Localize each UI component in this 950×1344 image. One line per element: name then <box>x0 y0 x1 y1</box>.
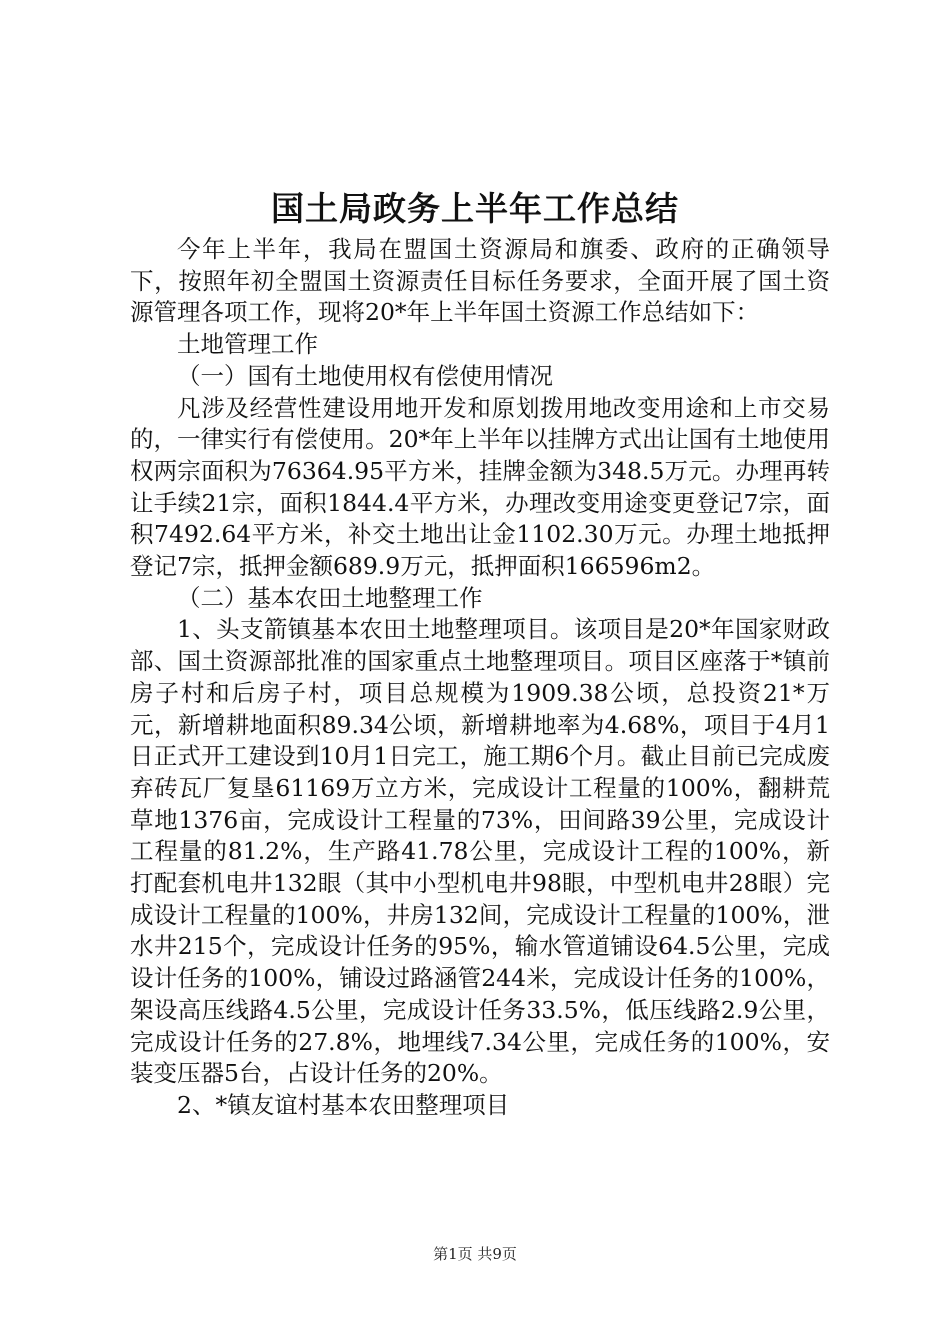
section-heading-land-management: 土地管理工作 <box>177 330 318 359</box>
document-body <box>130 234 830 1122</box>
paragraph-paid-land-use: 凡涉及经营性建设用地开发和原划拨用地改变用途和上市交易的，一律实行有偿使用。20*年上半年以挂牌方式出让国有土地使用权两宗面积为76364.95平方米，挂牌金额为348.5万元。办理再转让手续21宗，面积1844.4平方米，办理改变用途变更登记7宗，面积7492.64平方米，补交土地出让金1102.30万元。办理土地抵押登记7宗，抵押金额689.9万元，抵押面积166596m2。 <box>130 393 830 581</box>
page-number-footer: 第1页 共9页 <box>433 1245 517 1263</box>
paragraph-intro: 今年上半年，我局在盟国土资源局和旗委、政府的正确领导下，按照年初全盟国土资源责任目标任务要求，全面开展了国土资源管理各项工作，现将20*年上半年国土资源工作总结如下： <box>130 235 830 327</box>
subsection-heading-paid-land-use: （一）国有土地使用权有偿使用情况 <box>177 361 553 390</box>
subsection-heading-farmland-consolidation: （二）基本农田土地整理工作 <box>177 583 483 612</box>
document-title: 国土局政务上半年工作总结 <box>271 189 679 228</box>
paragraph-project-2-heading: 2、*镇友谊村基本农田整理项目 <box>177 1090 510 1119</box>
paragraph-project-1: 1、头支箭镇基本农田土地整理项目。该项目是20*年国家财政部、国土资源部批准的国家重点土地整理项目。项目区座落于*镇前房子村和后房子村，项目总规模为1909.38公顷，总投资21*万元，新增耕地面积89.34公顷，新增耕地率为4.68%，项目于4月1日正式开工建设到10月1日完工，施工期6个月。截止目前已完成废弃砖瓦厂复垦61169万立方米，完成设计工程量的100%，翻耕荒草地1376亩，完成设计工程量的73%，田间路39公里，完成设计工程量的81.2%，生产路41.78公里，完成设计工程的100%，新打配套机电井132眼（其中小型机电井98眼，中型机电井28眼）完成设计工程量的100%，井房132间，完成设计工程量的100%，泄水井215个，完成设计任务的95%，输水管道铺设64.5公里，完成设计任务的100%，铺设过路涵管244米，完成设计任务的100%，架设高压线路4.5公里，完成设计任务33.5%，低压线路2.9公里，完成设计任务的27.8%，地埋线7.34公里，完成任务的100%，安装变压器5台，占设计任务的20%。 <box>130 615 830 1088</box>
